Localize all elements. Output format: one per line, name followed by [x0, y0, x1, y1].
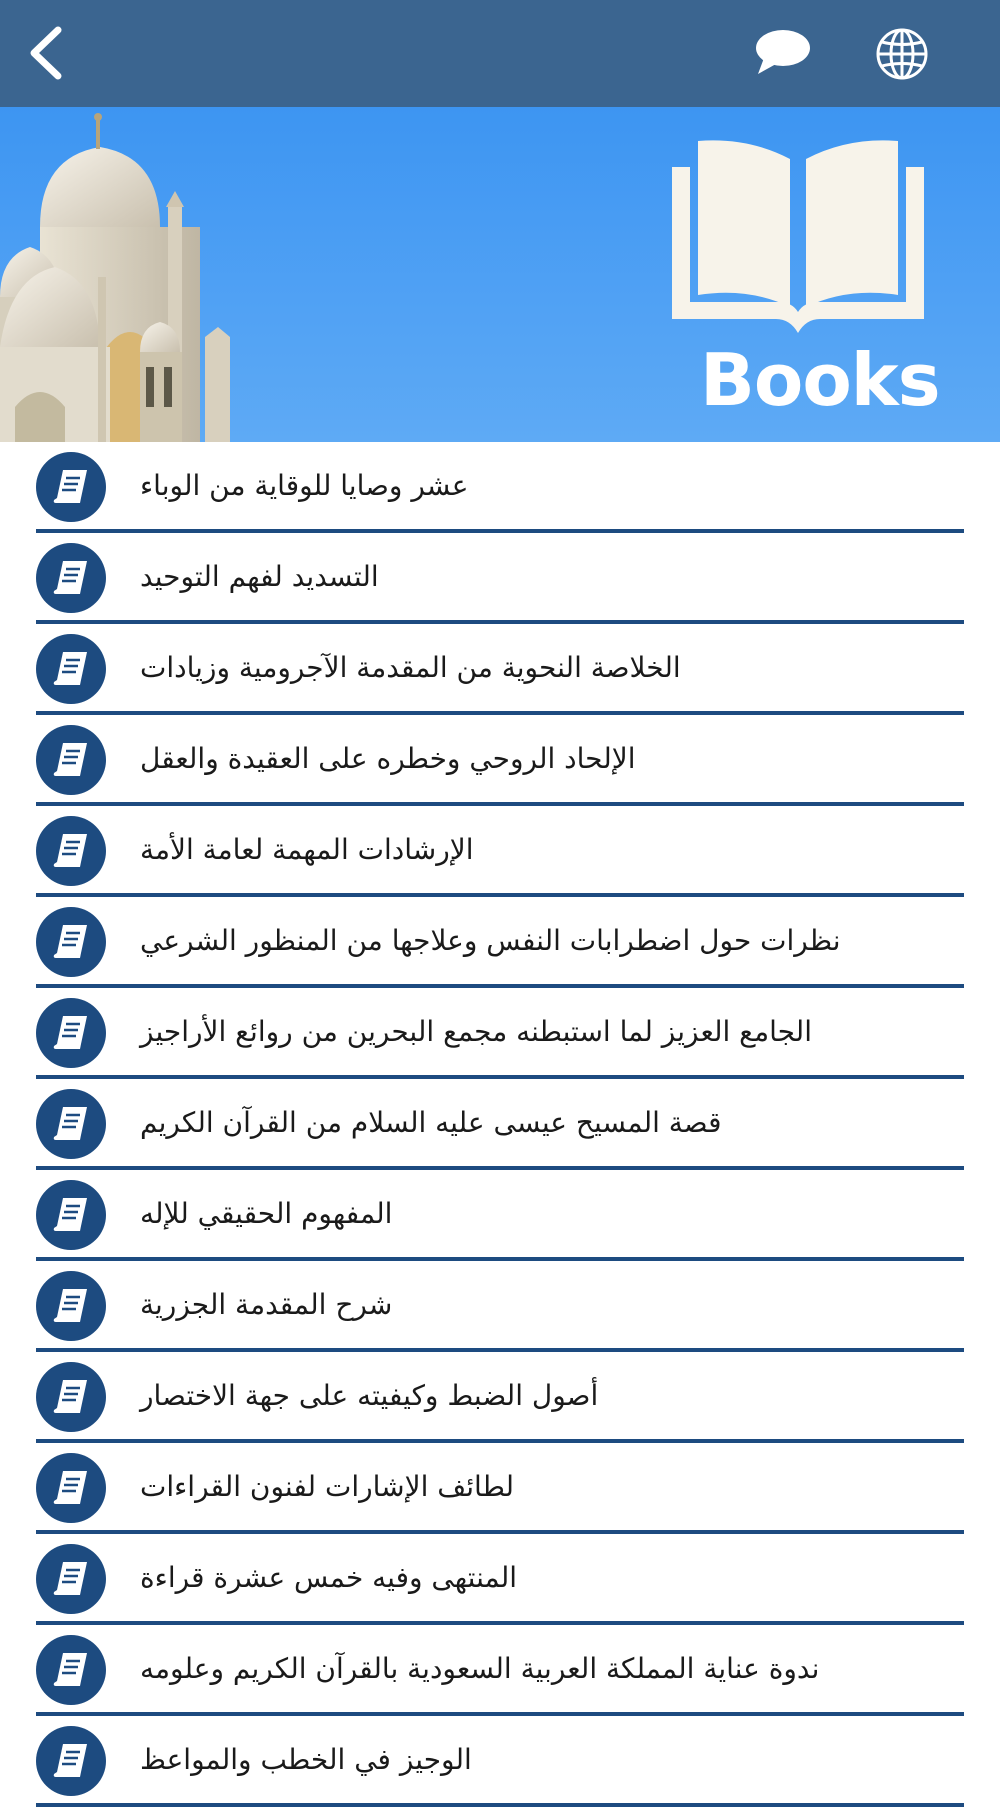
book-icon	[53, 1378, 89, 1416]
book-icon	[53, 923, 89, 961]
book-icon	[53, 1560, 89, 1598]
book-icon-badge	[36, 1635, 106, 1705]
book-icon	[53, 1469, 89, 1507]
back-button[interactable]	[22, 22, 82, 84]
list-item-title: الإلحاد الروحي وخطره على العقيدة والعقل	[140, 742, 636, 775]
list-item-title: لطائف الإشارات لفنون القراءات	[140, 1470, 515, 1503]
book-icon-badge	[36, 1544, 106, 1614]
speech-bubble-icon	[750, 26, 814, 82]
list-item[interactable]	[0, 1170, 1000, 1261]
list-item[interactable]	[0, 988, 1000, 1079]
list-item-title: الإرشادات المهمة لعامة الأمة	[140, 833, 474, 866]
list-item-title: التسديد لفهم التوحيد	[140, 560, 379, 593]
book-icon	[53, 650, 89, 688]
list-item[interactable]	[0, 715, 1000, 806]
book-icon	[53, 741, 89, 779]
list-item[interactable]	[0, 1625, 1000, 1716]
book-icon	[53, 1196, 89, 1234]
book-icon	[53, 1105, 89, 1143]
list-item-title: ندوة عناية المملكة العربية السعودية بالقرآن الكريم وعلومه	[140, 1652, 820, 1685]
book-icon-badge	[36, 1271, 106, 1341]
book-icon-badge	[36, 1180, 106, 1250]
book-icon-badge	[36, 816, 106, 886]
list-item-title: شرح المقدمة الجزرية	[140, 1288, 393, 1321]
language-button[interactable]	[872, 24, 932, 84]
list-item-title: قصة المسيح عيسى عليه السلام من القرآن الكريم	[140, 1106, 722, 1139]
list-item[interactable]	[0, 806, 1000, 897]
list-item-title: أصول الضبط وكيفيته على جهة الاختصار	[140, 1379, 599, 1412]
book-icon	[53, 468, 89, 506]
list-item[interactable]	[0, 1534, 1000, 1625]
list-item[interactable]	[0, 1261, 1000, 1352]
list-item[interactable]	[0, 1079, 1000, 1170]
book-icon-badge	[36, 452, 106, 522]
book-icon-badge	[36, 543, 106, 613]
book-icon-badge	[36, 725, 106, 795]
mosque-illustration	[0, 107, 250, 442]
list-divider	[36, 1803, 964, 1807]
list-item-title: المفهوم الحقيقي للإله	[140, 1197, 393, 1230]
list-item[interactable]	[0, 897, 1000, 988]
list-item[interactable]	[0, 624, 1000, 715]
book-icon-badge	[36, 1089, 106, 1159]
list-item[interactable]	[0, 442, 1000, 533]
book-icon	[53, 1742, 89, 1780]
book-icon-badge	[36, 634, 106, 704]
book-icon	[53, 559, 89, 597]
book-icon-badge	[36, 1726, 106, 1796]
banner-title: Books	[700, 338, 940, 422]
list-item-title: المنتهى وفيه خمس عشرة قراءة	[140, 1561, 518, 1594]
list-item-title: عشر وصايا للوقاية من الوباء	[140, 469, 469, 502]
list-item[interactable]	[0, 533, 1000, 624]
list-item-title: الجامع العزيز لما استبطنه مجمع البحرين من روائع الأراجيز	[140, 1015, 812, 1048]
list-item-title: نظرات حول اضطرابات النفس وعلاجها من المنظور الشرعي	[140, 924, 841, 957]
open-book-icon	[668, 137, 928, 337]
book-icon-badge	[36, 998, 106, 1068]
chevron-left-icon	[22, 22, 82, 84]
list-item[interactable]	[0, 1352, 1000, 1443]
book-icon-badge	[36, 907, 106, 977]
book-icon	[53, 1287, 89, 1325]
chat-button[interactable]	[750, 26, 814, 82]
books-banner	[0, 107, 1000, 442]
top-app-bar	[0, 0, 1000, 107]
book-icon-badge	[36, 1362, 106, 1432]
book-icon	[53, 1651, 89, 1689]
list-item-title: الخلاصة النحوية من المقدمة الآجرومية وزيادات	[140, 651, 681, 684]
book-icon	[53, 1014, 89, 1052]
list-item[interactable]	[0, 1443, 1000, 1534]
book-icon-badge	[36, 1453, 106, 1523]
list-item[interactable]	[0, 1716, 1000, 1807]
list-item-title: الوجيز في الخطب والمواعظ	[140, 1743, 472, 1776]
book-icon	[53, 832, 89, 870]
book-list	[0, 442, 1000, 1807]
globe-icon	[872, 24, 932, 84]
